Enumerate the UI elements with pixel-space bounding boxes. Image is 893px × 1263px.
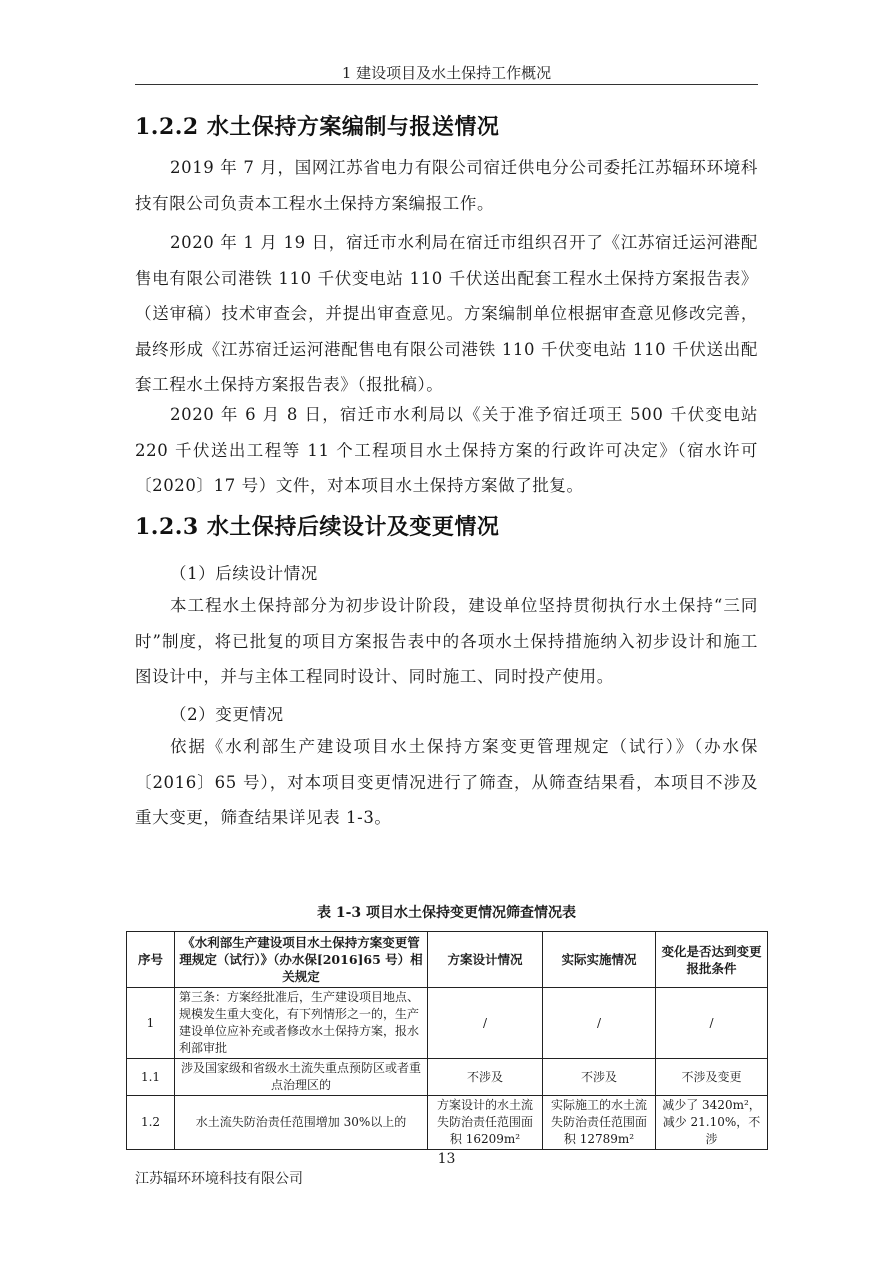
cell-change: / — [656, 988, 768, 1059]
col-header-index: 序号 — [127, 932, 175, 988]
section-heading-1-2-2: 1.2.2 水土保持方案编制与报送情况 — [135, 114, 500, 140]
table-header-row — [127, 932, 768, 988]
cell-index: 1.2 — [127, 1096, 175, 1150]
page-header: 1 建设项目及水土保持工作概况 — [341, 64, 552, 82]
paragraph: 2020 年 6 月 8 日，宿迁市水利局以《关于准予宿迁项王 500 千伏变电站 220 千伏送出工程等 11 个工程项目水土保持方案的行政许可决定》（宿水许可〔2020〕17 号）文件，对本项目水土保持方案做了批复。 — [135, 405, 758, 495]
table-caption: 表 1-3 项目水土保持变更情况筛查情况表 — [316, 905, 577, 921]
cell-actual: 实际施工的水土流失防治责任范围面积 12789m² — [543, 1096, 656, 1150]
cell-index: 1.1 — [127, 1059, 175, 1096]
cell-plan: / — [428, 988, 543, 1059]
subheading-follow-up-design: （1）后续设计情况 — [170, 564, 318, 583]
col-header-actual: 实际实施情况 — [543, 932, 656, 988]
cell-regulation: 水土流失防治责任范围增加 30%以上的 — [175, 1096, 428, 1150]
section-heading-1-2-3: 1.2.3 水土保持后续设计及变更情况 — [135, 514, 500, 540]
cell-regulation: 涉及国家级和省级水土流失重点预防区或者重点治理区的 — [175, 1059, 428, 1096]
paragraph: 依据《水利部生产建设项目水土保持方案变更管理规定（试行）》（办水保〔2016〕65 号），对本项目变更情况进行了筛查，从筛查结果看，本项目不涉及重大变更，筛查结果详见表 1-3。 — [135, 737, 758, 827]
col-header-regulation: 《水利部生产建设项目水土保持方案变更管理规定（试行）》（办水保[2016]65 号）相关规定 — [175, 932, 428, 988]
cell-actual: / — [543, 988, 656, 1059]
screening-table — [126, 931, 768, 1150]
cell-regulation: 第三条：方案经批准后，生产建设项目地点、规模发生重大变化，有下列情形之一的，生产建设单位应补充或者修改水土保持方案，报水利部审批 — [175, 988, 428, 1059]
table-row — [127, 988, 768, 1059]
cell-index: 1 — [127, 988, 175, 1059]
col-header-plan: 方案设计情况 — [428, 932, 543, 988]
table-row — [127, 1096, 768, 1150]
cell-actual: 不涉及 — [543, 1059, 656, 1096]
subheading-changes: （2）变更情况 — [170, 705, 284, 724]
col-header-change: 变化是否达到变更报批条件 — [656, 932, 768, 988]
header-divider — [135, 84, 758, 85]
table-row — [127, 1059, 768, 1096]
paragraph: 2020 年 1 月 19 日，宿迁市水利局在宿迁市组织召开了《江苏宿迁运河港配售电有限公司港铁 110 千伏变电站 110 千伏送出配套工程水土保持方案报告表》（送审稿）技术审查会，并提出审查意见。方案编制单位根据审查意见修改完善，最终形成《江苏宿迁运河港配售电有限公司港铁 110 千伏变电站 110 千伏送出配套工程水土保持方案报告表》（报批稿）。 — [135, 233, 758, 394]
cell-change: 减少了 3420m²，减少 21.10%，不涉 — [656, 1096, 768, 1150]
page-number: 13 — [437, 1151, 456, 1167]
cell-plan: 方案设计的水土流失防治责任范围面积 16209m² — [428, 1096, 543, 1150]
cell-plan: 不涉及 — [428, 1059, 543, 1096]
paragraph: 本工程水土保持部分为初步设计阶段，建设单位坚持贯彻执行水土保持“三同时”制度，将已批复的项目方案报告表中的各项水土保持措施纳入初步设计和施工图设计中，并与主体工程同时设计、同时施工、同时投产使用。 — [135, 596, 758, 686]
paragraph: 2019 年 7 月，国网江苏省电力有限公司宿迁供电分公司委托江苏辐环环境科技有限公司负责本工程水土保持方案编报工作。 — [135, 158, 758, 213]
cell-change: 不涉及变更 — [656, 1059, 768, 1096]
footer-company: 江苏辐环环境科技有限公司 — [135, 1171, 303, 1187]
